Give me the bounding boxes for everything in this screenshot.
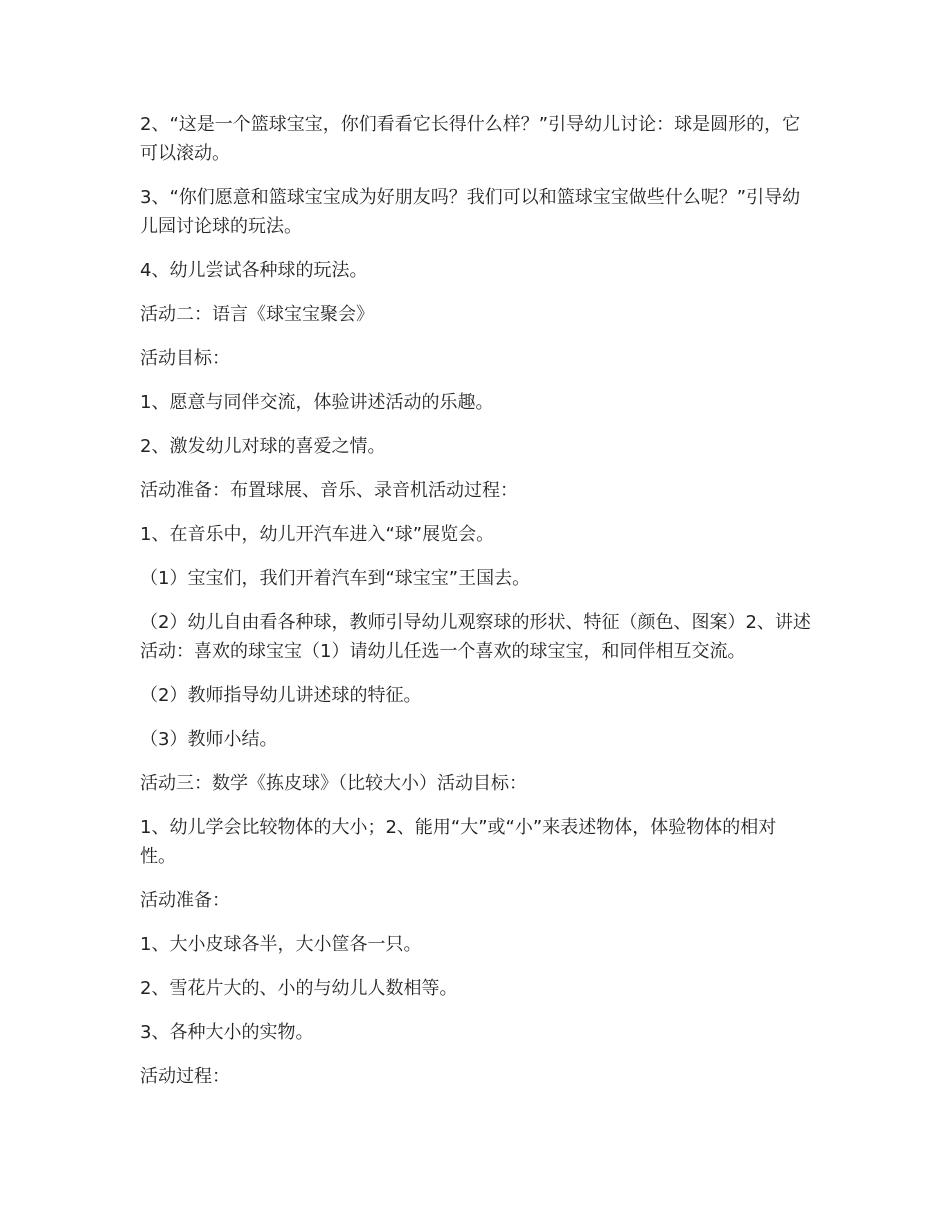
paragraph: 1、在音乐中，幼儿开汽车进入“球”展览会。	[140, 524, 495, 545]
paragraph: 1、愿意与同伴交流，体验讲述活动的乐趣。	[140, 392, 494, 413]
paragraph: 活动准备：	[140, 890, 230, 911]
paragraph: 2、激发幼儿对球的喜爱之情。	[140, 436, 386, 457]
paragraph: 活动目标：	[140, 348, 230, 369]
paragraph: 4、幼儿尝试各种球的玩法。	[140, 260, 368, 281]
section-heading: 活动二：语言《球宝宝聚会》	[140, 304, 374, 325]
paragraph: （3）教师小结。	[140, 729, 278, 750]
paragraph: 活动准备：布置球展、音乐、录音机活动过程：	[140, 480, 518, 501]
paragraph: （1）宝宝们，我们开着汽车到“球宝宝”王国去。	[140, 568, 531, 589]
paragraph: 活动过程：	[140, 1066, 230, 1087]
paragraph: 2、雪花片大的、小的与幼儿人数相等。	[140, 978, 458, 999]
paragraph: 3、各种大小的实物。	[140, 1022, 314, 1043]
paragraph: （2）幼儿自由看各种球，教师引导幼儿观察球的形状、特征（颜色、图案）2、讲述活动：喜欢的球宝宝（1）请幼儿任选一个喜欢的球宝宝，和同伴相互交流。	[140, 612, 811, 662]
paragraph: 3、“你们愿意和篮球宝宝成为好朋友吗？我们可以和篮球宝宝做些什么呢？”引导幼儿园讨论球的玩法。	[140, 187, 801, 237]
paragraph: （2）教师指导幼儿讲述球的特征。	[140, 685, 422, 706]
document-body	[140, 110, 812, 1106]
section-heading: 活动三：数学《拣皮球》（比较大小）活动目标：	[140, 773, 527, 794]
paragraph: 2、“这是一个篮球宝宝，你们看看它长得什么样？”引导幼儿讨论：球是圆形的，它可以滚动。	[140, 114, 801, 164]
paragraph: 1、幼儿学会比较物体的大小；2、能用“大”或“小”来表述物体，体验物体的相对性。	[140, 817, 777, 867]
paragraph: 1、大小皮球各半，大小筐各一只。	[140, 934, 422, 955]
